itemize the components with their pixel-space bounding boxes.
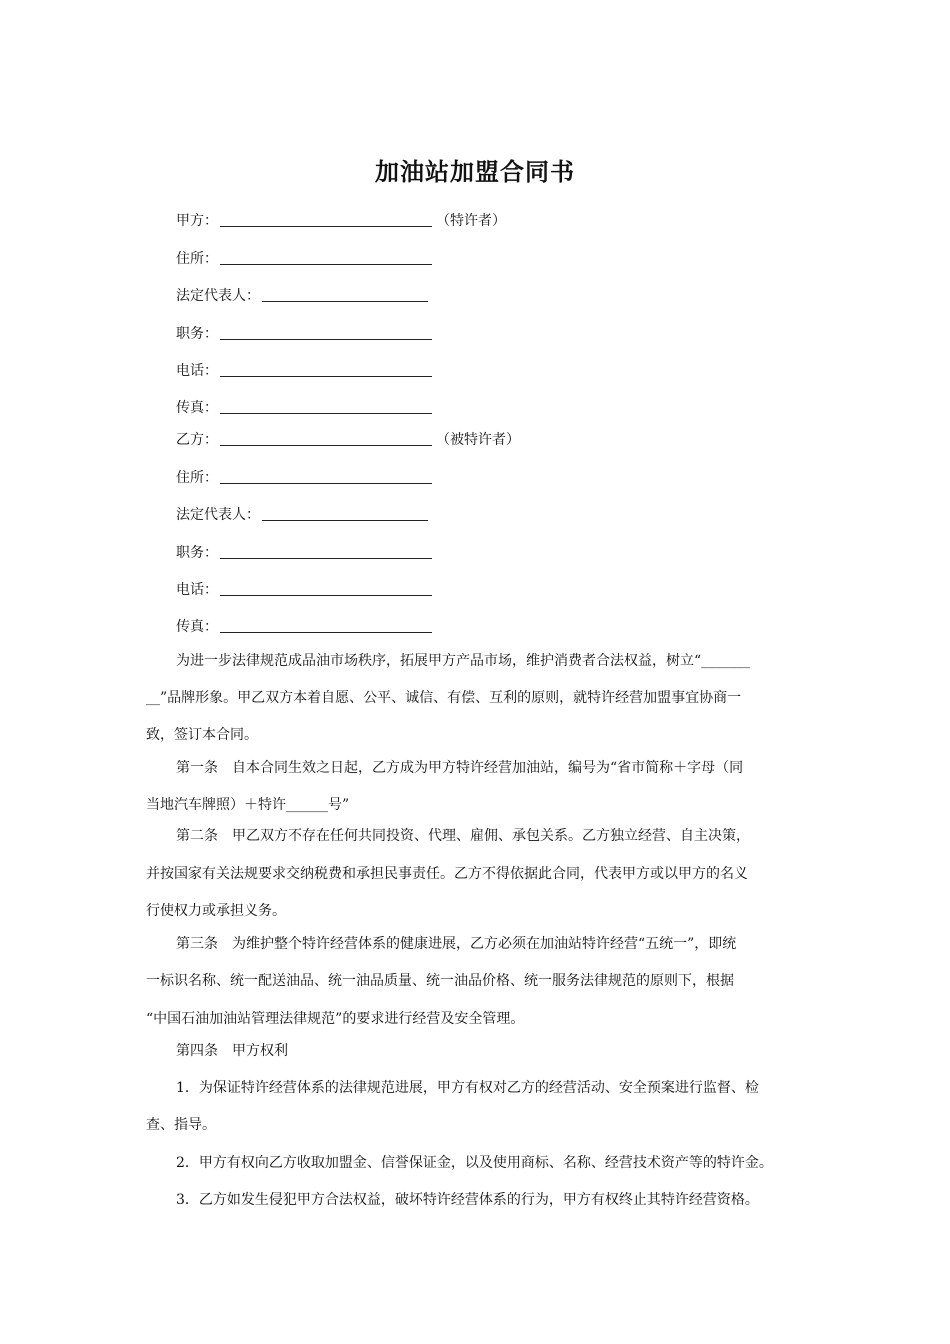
party-b-phone-blank xyxy=(220,580,432,596)
article-2-line-3: 行使权力或承担义务。 xyxy=(146,903,286,919)
article-3-line-3: “中国石油加油站管理法律规范”的要求进行经营及安全管理。 xyxy=(146,1011,525,1027)
party-b-label: 乙方： xyxy=(176,432,218,448)
party-a-rep-field xyxy=(176,286,428,306)
party-b-phone-field xyxy=(176,580,432,600)
party-b-rep-blank xyxy=(262,505,428,521)
party-b-fax-label: 传真： xyxy=(176,619,218,635)
party-a-address-field xyxy=(176,249,432,269)
party-b-address-label: 住所： xyxy=(176,470,218,486)
article-3-line-1: 第三条 为维护整个特许经营体系的健康进展，乙方必须在加油站特许经营“五统一”，即统 xyxy=(176,936,737,952)
party-b-address-blank xyxy=(220,468,432,484)
party-b-phone-label: 电话： xyxy=(176,582,218,598)
article-2-line-2: 并按国家有关法规要求交纳税费和承担民事责任。乙方不得依据此合同，代表甲方或以甲方的名义 xyxy=(146,866,748,882)
party-b-address-field xyxy=(176,468,432,488)
article-1-line-1: 第一条 自本合同生效之日起，乙方成为甲方特许经营加油站，编号为“省市简称＋字母（同 xyxy=(176,760,744,776)
intro-line-1: 为进一步法律规范成品油市场秩序，拓展甲方产品市场，维护消费者合法权益，树立“_______ xyxy=(176,653,751,669)
party-a-phone-label: 电话： xyxy=(176,363,218,379)
article-2-line-1: 第二条 甲乙双方不存在任何共同投资、代理、雇佣、承包关系。乙方独立经营、自主决策， xyxy=(176,828,750,844)
article-1-line-2: 当地汽车牌照）＋特许______号” xyxy=(146,797,350,813)
party-b-fax-field xyxy=(176,617,432,637)
party-b-blank xyxy=(220,430,432,446)
party-a-rep-blank xyxy=(262,286,428,302)
party-a-blank xyxy=(220,211,432,227)
article-4-item-3: 3．乙方如发生侵犯甲方合法权益，破坏特许经营体系的行为，甲方有权终止其特许经营资格。 xyxy=(176,1192,759,1208)
party-a-phone-blank xyxy=(220,361,432,377)
party-a-position-field xyxy=(176,324,432,344)
party-a-position-label: 职务： xyxy=(176,326,218,342)
party-b-rep-label: 法定代表人： xyxy=(176,507,260,523)
intro-line-3: 致，签订本合同。 xyxy=(146,727,258,743)
party-a-fax-label: 传真： xyxy=(176,400,218,416)
party-a-field xyxy=(176,211,506,231)
party-b-rep-field xyxy=(176,505,428,525)
article-3-line-2: 一标识名称、统一配送油品、统一油品质量、统一油品价格、统一服务法律规范的原则下，根据 xyxy=(146,973,734,989)
party-a-note: （特许者） xyxy=(436,213,506,229)
article-4-item-1-line-1: 1．为保证特许经营体系的法律规范进展，甲方有权对乙方的经营活动、安全预案进行监督、检 xyxy=(176,1080,759,1096)
party-a-label: 甲方： xyxy=(176,213,218,229)
party-b-position-field xyxy=(176,543,432,563)
intro-line-2: __”品牌形象。甲乙双方本着自愿、公平、诚信、有偿、互利的原则，就特许经营加盟事宜协商一 xyxy=(146,690,742,706)
party-b-field xyxy=(176,430,520,450)
party-b-position-label: 职务： xyxy=(176,545,218,561)
party-a-phone-field xyxy=(176,361,432,381)
party-a-address-label: 住所： xyxy=(176,251,218,267)
party-a-position-blank xyxy=(220,324,432,340)
party-a-address-blank xyxy=(220,249,432,265)
article-4-item-1-line-2: 查、指导。 xyxy=(146,1117,216,1133)
article-4-title: 第四条 甲方权利 xyxy=(176,1043,288,1059)
party-b-position-blank xyxy=(220,543,432,559)
party-b-note: （被特许者） xyxy=(436,432,520,448)
document-title: 加油站加盟合同书 xyxy=(375,157,575,186)
party-a-fax-blank xyxy=(220,398,432,414)
party-b-fax-blank xyxy=(220,617,432,633)
party-a-fax-field xyxy=(176,398,432,418)
party-a-rep-label: 法定代表人： xyxy=(176,288,260,304)
article-4-item-2: 2．甲方有权向乙方收取加盟金、信誉保证金，以及使用商标、名称、经营技术资产等的特许金。 xyxy=(176,1155,773,1171)
